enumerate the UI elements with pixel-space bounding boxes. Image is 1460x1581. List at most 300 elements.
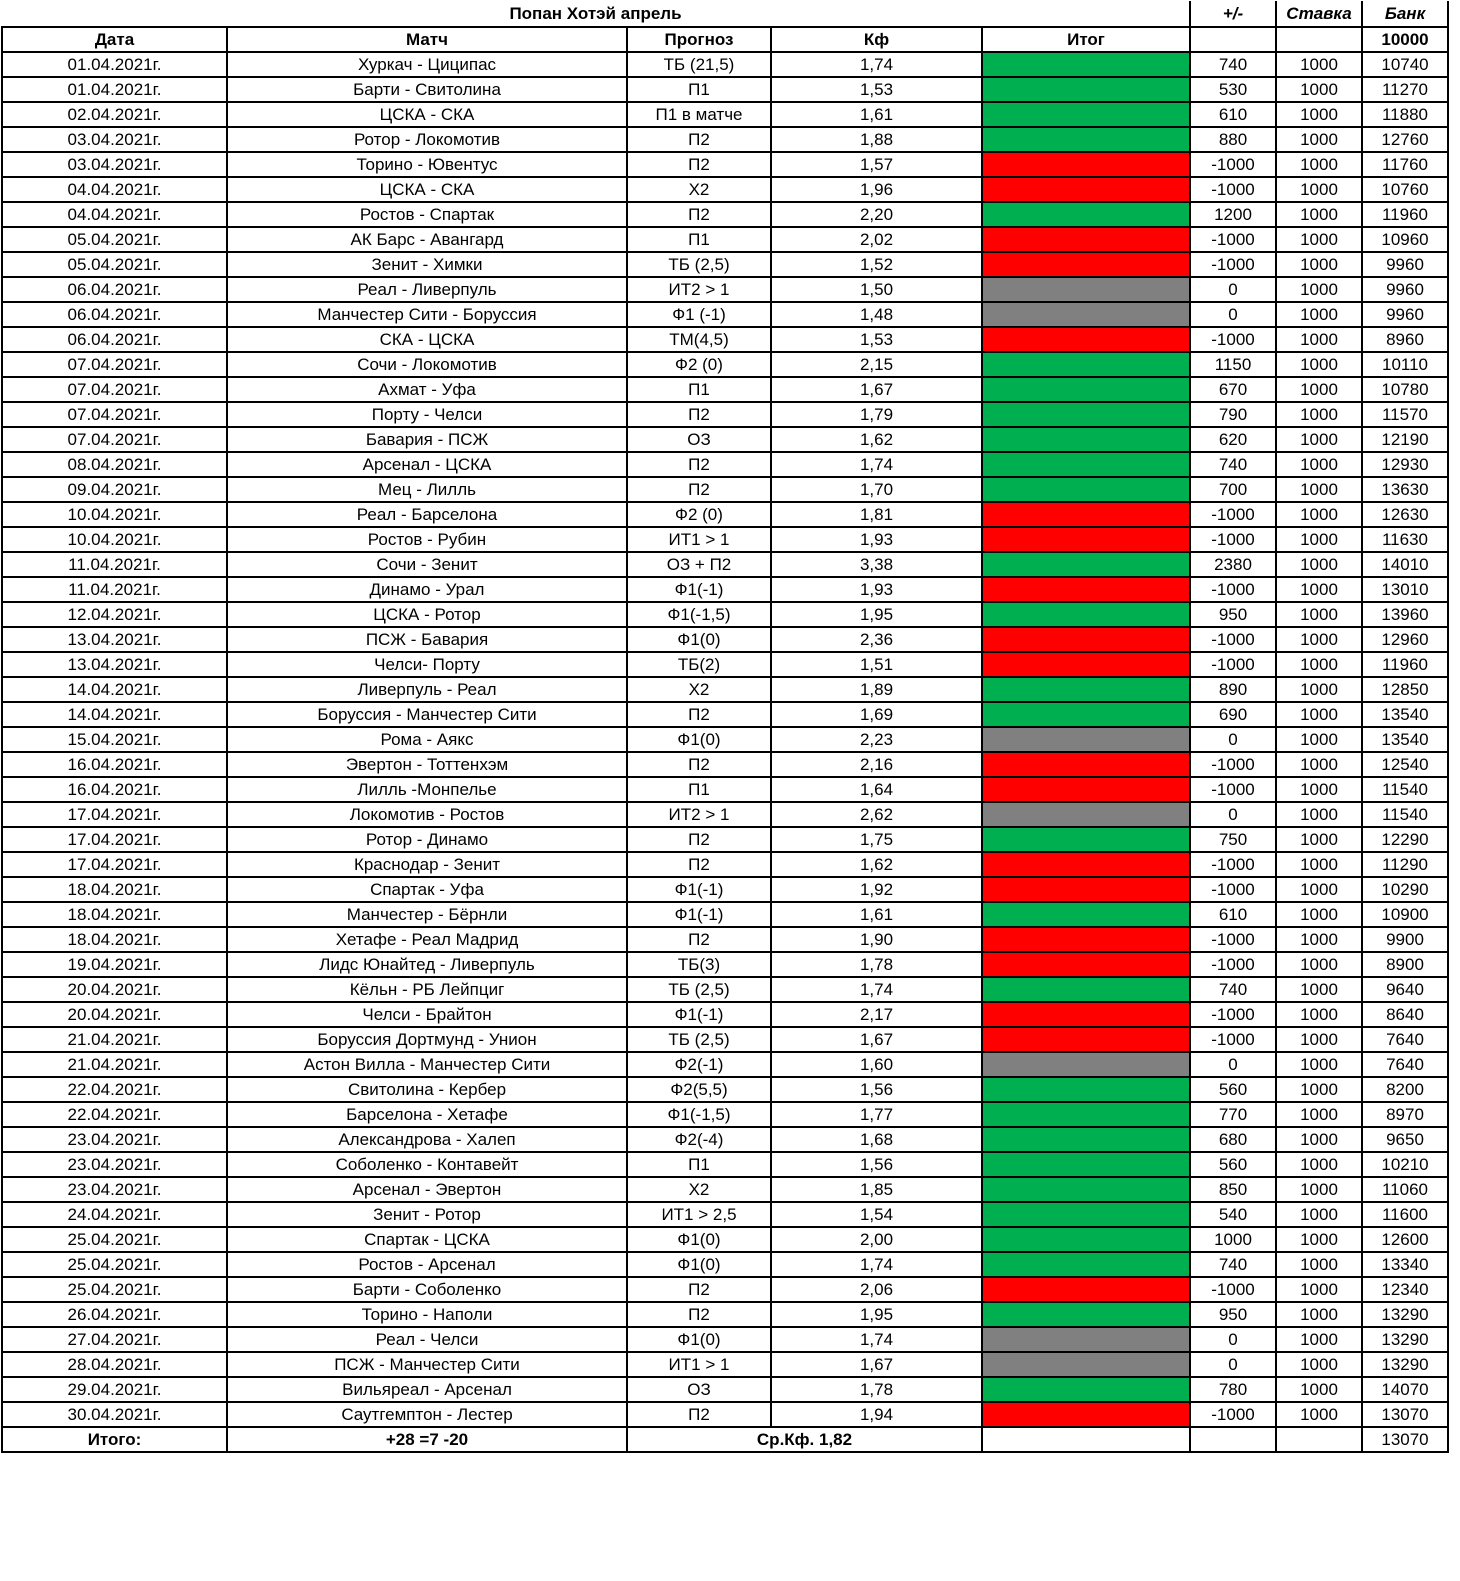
- cell-pm: -1000: [1190, 752, 1276, 777]
- cell-forecast: Ф1(-1): [627, 902, 771, 927]
- cell-kf: 1,74: [771, 452, 982, 477]
- cell-match: Боруссия - Манчестер Сити: [227, 702, 627, 727]
- cell-forecast: ТБ (21,5): [627, 52, 771, 77]
- cell-kf: 2,16: [771, 752, 982, 777]
- cell-pm: 0: [1190, 727, 1276, 752]
- cell-date: 17.04.2021г.: [2, 852, 227, 877]
- total-label: Итого:: [2, 1427, 227, 1452]
- cell-date: 20.04.2021г.: [2, 1002, 227, 1027]
- cell-stake: 1000: [1276, 1152, 1362, 1177]
- cell-bank: 13540: [1362, 727, 1448, 752]
- table-row: [2, 1252, 1448, 1277]
- table-row: [2, 977, 1448, 1002]
- cell-kf: 2,00: [771, 1227, 982, 1252]
- cell-forecast: П2: [627, 127, 771, 152]
- cell-forecast: Ф2(-4): [627, 1127, 771, 1152]
- result-cell-win: [982, 1202, 1190, 1227]
- table-row: [2, 602, 1448, 627]
- cell-pm: -1000: [1190, 527, 1276, 552]
- cell-match: Сочи - Локомотив: [227, 352, 627, 377]
- cell-pm: 740: [1190, 452, 1276, 477]
- cell-kf: 1,61: [771, 902, 982, 927]
- table-row: [2, 277, 1448, 302]
- result-cell-loss: [982, 627, 1190, 652]
- result-cell-loss: [982, 1002, 1190, 1027]
- cell-pm: 1000: [1190, 1227, 1276, 1252]
- cell-match: Локомотив - Ростов: [227, 802, 627, 827]
- cell-bank: 7640: [1362, 1027, 1448, 1052]
- cell-kf: 1,62: [771, 427, 982, 452]
- cell-bank: 8960: [1362, 327, 1448, 352]
- table-row: [2, 152, 1448, 177]
- cell-bank: 11060: [1362, 1177, 1448, 1202]
- cell-stake: 1000: [1276, 1377, 1362, 1402]
- result-cell-win: [982, 127, 1190, 152]
- cell-match: Порту - Челси: [227, 402, 627, 427]
- total-record: +28 =7 -20: [227, 1427, 627, 1452]
- column-header-stake-empty: [1276, 27, 1362, 52]
- result-cell-win: [982, 902, 1190, 927]
- cell-bank: 10740: [1362, 52, 1448, 77]
- result-cell-loss: [982, 1277, 1190, 1302]
- cell-forecast: П2: [627, 202, 771, 227]
- cell-match: Эвертон - Тоттенхэм: [227, 752, 627, 777]
- cell-kf: 1,90: [771, 927, 982, 952]
- cell-date: 22.04.2021г.: [2, 1077, 227, 1102]
- table-row: [2, 527, 1448, 552]
- cell-bank: 9960: [1362, 277, 1448, 302]
- cell-pm: 950: [1190, 1302, 1276, 1327]
- cell-stake: 1000: [1276, 827, 1362, 852]
- cell-date: 16.04.2021г.: [2, 752, 227, 777]
- bets-table: [1, 1, 1449, 1453]
- cell-pm: -1000: [1190, 577, 1276, 602]
- result-cell-win: [982, 552, 1190, 577]
- cell-match: Вильяреал - Арсенал: [227, 1377, 627, 1402]
- cell-pm: -1000: [1190, 502, 1276, 527]
- cell-match: Ростов - Рубин: [227, 527, 627, 552]
- cell-kf: 1,78: [771, 1377, 982, 1402]
- result-cell-loss: [982, 252, 1190, 277]
- cell-match: СКА - ЦСКА: [227, 327, 627, 352]
- cell-kf: 1,75: [771, 827, 982, 852]
- table-row: [2, 1102, 1448, 1127]
- cell-kf: 1,54: [771, 1202, 982, 1227]
- cell-bank: 10960: [1362, 227, 1448, 252]
- cell-match: Александрова - Халеп: [227, 1127, 627, 1152]
- cell-pm: -1000: [1190, 1402, 1276, 1427]
- table-row: [2, 177, 1448, 202]
- cell-forecast: П1: [627, 227, 771, 252]
- cell-pm: 0: [1190, 277, 1276, 302]
- cell-bank: 13290: [1362, 1352, 1448, 1377]
- cell-stake: 1000: [1276, 902, 1362, 927]
- cell-forecast: П2: [627, 827, 771, 852]
- cell-stake: 1000: [1276, 1077, 1362, 1102]
- cell-date: 04.04.2021г.: [2, 202, 227, 227]
- table-row: [2, 327, 1448, 352]
- cell-pm: 740: [1190, 52, 1276, 77]
- table-row: [2, 852, 1448, 877]
- cell-forecast: П2: [627, 702, 771, 727]
- cell-match: Саутгемптон - Лестер: [227, 1402, 627, 1427]
- cell-date: 12.04.2021г.: [2, 602, 227, 627]
- cell-date: 06.04.2021г.: [2, 277, 227, 302]
- cell-match: Боруссия Дортмунд - Унион: [227, 1027, 627, 1052]
- cell-pm: 740: [1190, 977, 1276, 1002]
- cell-kf: 1,52: [771, 252, 982, 277]
- cell-pm: 890: [1190, 677, 1276, 702]
- cell-pm: 560: [1190, 1077, 1276, 1102]
- result-cell-win: [982, 202, 1190, 227]
- cell-date: 06.04.2021г.: [2, 327, 227, 352]
- cell-date: 29.04.2021г.: [2, 1377, 227, 1402]
- cell-forecast: П2: [627, 752, 771, 777]
- cell-match: ПСЖ - Манчестер Сити: [227, 1352, 627, 1377]
- cell-date: 07.04.2021г.: [2, 352, 227, 377]
- result-cell-loss: [982, 527, 1190, 552]
- cell-stake: 1000: [1276, 452, 1362, 477]
- cell-pm: 770: [1190, 1102, 1276, 1127]
- cell-match: Бавария - ПСЖ: [227, 427, 627, 452]
- cell-match: Ливерпуль - Реал: [227, 677, 627, 702]
- cell-forecast: Х2: [627, 677, 771, 702]
- table-row: [2, 202, 1448, 227]
- cell-match: Манчестер - Бёрнли: [227, 902, 627, 927]
- cell-bank: 11540: [1362, 777, 1448, 802]
- cell-kf: 1,67: [771, 1027, 982, 1052]
- table-row: [2, 1027, 1448, 1052]
- cell-date: 16.04.2021г.: [2, 777, 227, 802]
- cell-kf: 1,53: [771, 327, 982, 352]
- cell-forecast: П2: [627, 402, 771, 427]
- cell-stake: 1000: [1276, 402, 1362, 427]
- table-row: [2, 1402, 1448, 1427]
- cell-stake: 1000: [1276, 1252, 1362, 1277]
- cell-bank: 13340: [1362, 1252, 1448, 1277]
- cell-forecast: ИТ1 > 2,5: [627, 1202, 771, 1227]
- cell-date: 23.04.2021г.: [2, 1127, 227, 1152]
- cell-kf: 1,69: [771, 702, 982, 727]
- cell-match: Челси - Брайтон: [227, 1002, 627, 1027]
- table-row: [2, 302, 1448, 327]
- cell-match: Торино - Ювентус: [227, 152, 627, 177]
- table-row: [2, 1152, 1448, 1177]
- cell-date: 07.04.2021г.: [2, 427, 227, 452]
- cell-date: 15.04.2021г.: [2, 727, 227, 752]
- cell-stake: 1000: [1276, 152, 1362, 177]
- cell-kf: 1,79: [771, 402, 982, 427]
- cell-pm: 610: [1190, 902, 1276, 927]
- cell-date: 07.04.2021г.: [2, 402, 227, 427]
- cell-kf: 1,50: [771, 277, 982, 302]
- cell-match: Арсенал - ЦСКА: [227, 452, 627, 477]
- result-cell-push: [982, 1052, 1190, 1077]
- cell-stake: 1000: [1276, 177, 1362, 202]
- cell-kf: 1,74: [771, 977, 982, 1002]
- cell-bank: 12760: [1362, 127, 1448, 152]
- cell-date: 07.04.2021г.: [2, 377, 227, 402]
- cell-pm: 740: [1190, 1252, 1276, 1277]
- cell-match: ЦСКА - Ротор: [227, 602, 627, 627]
- cell-stake: 1000: [1276, 327, 1362, 352]
- cell-bank: 13540: [1362, 702, 1448, 727]
- cell-forecast: ОЗ: [627, 1377, 771, 1402]
- result-cell-loss: [982, 327, 1190, 352]
- cell-pm: 780: [1190, 1377, 1276, 1402]
- cell-forecast: ТБ(3): [627, 952, 771, 977]
- cell-pm: -1000: [1190, 927, 1276, 952]
- cell-pm: -1000: [1190, 652, 1276, 677]
- table-row: [2, 877, 1448, 902]
- cell-bank: 10290: [1362, 877, 1448, 902]
- cell-stake: 1000: [1276, 77, 1362, 102]
- result-cell-win: [982, 1377, 1190, 1402]
- cell-bank: 13010: [1362, 577, 1448, 602]
- cell-stake: 1000: [1276, 102, 1362, 127]
- cell-match: ЦСКА - СКА: [227, 177, 627, 202]
- cell-kf: 3,38: [771, 552, 982, 577]
- cell-pm: 700: [1190, 477, 1276, 502]
- cell-date: 13.04.2021г.: [2, 652, 227, 677]
- cell-kf: 1,93: [771, 577, 982, 602]
- cell-kf: 2,62: [771, 802, 982, 827]
- cell-match: Челси- Порту: [227, 652, 627, 677]
- cell-forecast: Ф1(0): [627, 1252, 771, 1277]
- cell-bank: 12930: [1362, 452, 1448, 477]
- cell-stake: 1000: [1276, 552, 1362, 577]
- table-row: [2, 77, 1448, 102]
- result-cell-push: [982, 1327, 1190, 1352]
- cell-match: Манчестер Сити - Боруссия: [227, 302, 627, 327]
- cell-date: 01.04.2021г.: [2, 52, 227, 77]
- cell-match: Барселона - Хетафе: [227, 1102, 627, 1127]
- cell-date: 24.04.2021г.: [2, 1202, 227, 1227]
- table-row: [2, 427, 1448, 452]
- cell-date: 19.04.2021г.: [2, 952, 227, 977]
- cell-match: Ахмат - Уфа: [227, 377, 627, 402]
- table-row: [2, 402, 1448, 427]
- cell-kf: 1,70: [771, 477, 982, 502]
- cell-bank: 12850: [1362, 677, 1448, 702]
- cell-kf: 1,96: [771, 177, 982, 202]
- total-avg-kf: Ср.Кф. 1,82: [627, 1427, 982, 1452]
- cell-pm: 560: [1190, 1152, 1276, 1177]
- cell-forecast: П2: [627, 1277, 771, 1302]
- cell-forecast: ТМ(4,5): [627, 327, 771, 352]
- cell-bank: 8970: [1362, 1102, 1448, 1127]
- table-row: [2, 227, 1448, 252]
- result-cell-push: [982, 1352, 1190, 1377]
- cell-match: Реал - Ливерпуль: [227, 277, 627, 302]
- cell-stake: 1000: [1276, 527, 1362, 552]
- cell-forecast: П2: [627, 152, 771, 177]
- cell-kf: 1,48: [771, 302, 982, 327]
- cell-match: ЦСКА - СКА: [227, 102, 627, 127]
- cell-forecast: Ф1(-1,5): [627, 1102, 771, 1127]
- cell-forecast: П2: [627, 1402, 771, 1427]
- cell-stake: 1000: [1276, 1002, 1362, 1027]
- table-title: Попан Хотэй апрель: [2, 1, 1190, 27]
- cell-pm: 610: [1190, 102, 1276, 127]
- cell-bank: 11600: [1362, 1202, 1448, 1227]
- cell-bank: 13290: [1362, 1327, 1448, 1352]
- cell-stake: 1000: [1276, 1227, 1362, 1252]
- result-cell-win: [982, 1077, 1190, 1102]
- table-row: [2, 777, 1448, 802]
- cell-date: 26.04.2021г.: [2, 1302, 227, 1327]
- result-cell-win: [982, 1252, 1190, 1277]
- cell-forecast: П2: [627, 852, 771, 877]
- cell-stake: 1000: [1276, 577, 1362, 602]
- cell-stake: 1000: [1276, 1052, 1362, 1077]
- cell-stake: 1000: [1276, 627, 1362, 652]
- cell-stake: 1000: [1276, 1302, 1362, 1327]
- result-cell-loss: [982, 777, 1190, 802]
- result-cell-win: [982, 1227, 1190, 1252]
- cell-pm: 0: [1190, 802, 1276, 827]
- result-cell-loss: [982, 227, 1190, 252]
- cell-forecast: ОЗ + П2: [627, 552, 771, 577]
- cell-bank: 14070: [1362, 1377, 1448, 1402]
- table-row: [2, 952, 1448, 977]
- cell-bank: 11270: [1362, 77, 1448, 102]
- cell-date: 03.04.2021г.: [2, 127, 227, 152]
- cell-date: 18.04.2021г.: [2, 902, 227, 927]
- cell-bank: 11760: [1362, 152, 1448, 177]
- cell-match: ПСЖ - Бавария: [227, 627, 627, 652]
- cell-pm: -1000: [1190, 952, 1276, 977]
- cell-date: 21.04.2021г.: [2, 1027, 227, 1052]
- cell-pm: -1000: [1190, 627, 1276, 652]
- result-cell-loss: [982, 502, 1190, 527]
- result-cell-win: [982, 977, 1190, 1002]
- result-cell-loss: [982, 952, 1190, 977]
- cell-forecast: П2: [627, 927, 771, 952]
- cell-kf: 1,53: [771, 77, 982, 102]
- cell-forecast: Ф1(-1): [627, 577, 771, 602]
- result-cell-loss: [982, 152, 1190, 177]
- cell-date: 10.04.2021г.: [2, 502, 227, 527]
- cell-forecast: Ф1(0): [627, 727, 771, 752]
- cell-match: Торино - Наполи: [227, 1302, 627, 1327]
- result-cell-win: [982, 77, 1190, 102]
- cell-pm: 750: [1190, 827, 1276, 852]
- cell-date: 21.04.2021г.: [2, 1052, 227, 1077]
- table-row: [2, 702, 1448, 727]
- cell-forecast: Ф1(-1): [627, 1002, 771, 1027]
- cell-kf: 1,95: [771, 1302, 982, 1327]
- result-cell-push: [982, 802, 1190, 827]
- table-row: [2, 1052, 1448, 1077]
- cell-kf: 1,61: [771, 102, 982, 127]
- table-row: [2, 1127, 1448, 1152]
- cell-kf: 2,17: [771, 1002, 982, 1027]
- cell-stake: 1000: [1276, 977, 1362, 1002]
- cell-forecast: Х2: [627, 1177, 771, 1202]
- table-row: [2, 1352, 1448, 1377]
- table-row: [2, 1327, 1448, 1352]
- table-row: [2, 1002, 1448, 1027]
- cell-date: 03.04.2021г.: [2, 152, 227, 177]
- cell-forecast: ОЗ: [627, 427, 771, 452]
- cell-forecast: ИТ2 > 1: [627, 277, 771, 302]
- result-cell-win: [982, 452, 1190, 477]
- table-row: [2, 377, 1448, 402]
- table-row: [2, 827, 1448, 852]
- cell-kf: 1,60: [771, 1052, 982, 1077]
- cell-forecast: Ф1(0): [627, 1327, 771, 1352]
- cell-kf: 2,02: [771, 227, 982, 252]
- cell-match: Хетафе - Реал Мадрид: [227, 927, 627, 952]
- result-cell-loss: [982, 877, 1190, 902]
- cell-kf: 1,81: [771, 502, 982, 527]
- cell-pm: 620: [1190, 427, 1276, 452]
- cell-bank: 12960: [1362, 627, 1448, 652]
- cell-stake: 1000: [1276, 427, 1362, 452]
- cell-forecast: Ф1(0): [627, 1227, 771, 1252]
- cell-bank: 11960: [1362, 652, 1448, 677]
- cell-stake: 1000: [1276, 252, 1362, 277]
- cell-forecast: П1: [627, 1152, 771, 1177]
- result-cell-win: [982, 402, 1190, 427]
- cell-pm: 690: [1190, 702, 1276, 727]
- cell-kf: 2,20: [771, 202, 982, 227]
- cell-kf: 1,57: [771, 152, 982, 177]
- result-cell-win: [982, 427, 1190, 452]
- cell-pm: 680: [1190, 1127, 1276, 1152]
- cell-pm: -1000: [1190, 1277, 1276, 1302]
- cell-bank: 12340: [1362, 1277, 1448, 1302]
- column-header-pm-empty: [1190, 27, 1276, 52]
- cell-date: 06.04.2021г.: [2, 302, 227, 327]
- cell-match: Лилль -Монпелье: [227, 777, 627, 802]
- cell-date: 25.04.2021г.: [2, 1277, 227, 1302]
- cell-date: 27.04.2021г.: [2, 1327, 227, 1352]
- table-row: [2, 477, 1448, 502]
- result-cell-push: [982, 277, 1190, 302]
- cell-forecast: П2: [627, 477, 771, 502]
- cell-forecast: ТБ(2): [627, 652, 771, 677]
- result-cell-win: [982, 1102, 1190, 1127]
- table-row: [2, 1302, 1448, 1327]
- cell-bank: 8640: [1362, 1002, 1448, 1027]
- cell-kf: 1,56: [771, 1152, 982, 1177]
- cell-date: 25.04.2021г.: [2, 1227, 227, 1252]
- cell-bank: 11960: [1362, 202, 1448, 227]
- table-row: [2, 577, 1448, 602]
- table-row: [2, 652, 1448, 677]
- cell-bank: 12290: [1362, 827, 1448, 852]
- cell-pm: -1000: [1190, 177, 1276, 202]
- cell-stake: 1000: [1276, 727, 1362, 752]
- cell-match: Спартак - ЦСКА: [227, 1227, 627, 1252]
- result-cell-loss: [982, 752, 1190, 777]
- cell-forecast: ИТ1 > 1: [627, 1352, 771, 1377]
- cell-bank: 12630: [1362, 502, 1448, 527]
- table-row: [2, 1277, 1448, 1302]
- cell-match: Барти - Соболенко: [227, 1277, 627, 1302]
- cell-date: 13.04.2021г.: [2, 627, 227, 652]
- cell-match: Ротор - Динамо: [227, 827, 627, 852]
- cell-date: 18.04.2021г.: [2, 877, 227, 902]
- cell-match: Сочи - Зенит: [227, 552, 627, 577]
- start-bank: 10000: [1362, 27, 1448, 52]
- cell-stake: 1000: [1276, 652, 1362, 677]
- cell-stake: 1000: [1276, 777, 1362, 802]
- cell-match: Барти - Свитолина: [227, 77, 627, 102]
- total-final-bank: 13070: [1362, 1427, 1448, 1452]
